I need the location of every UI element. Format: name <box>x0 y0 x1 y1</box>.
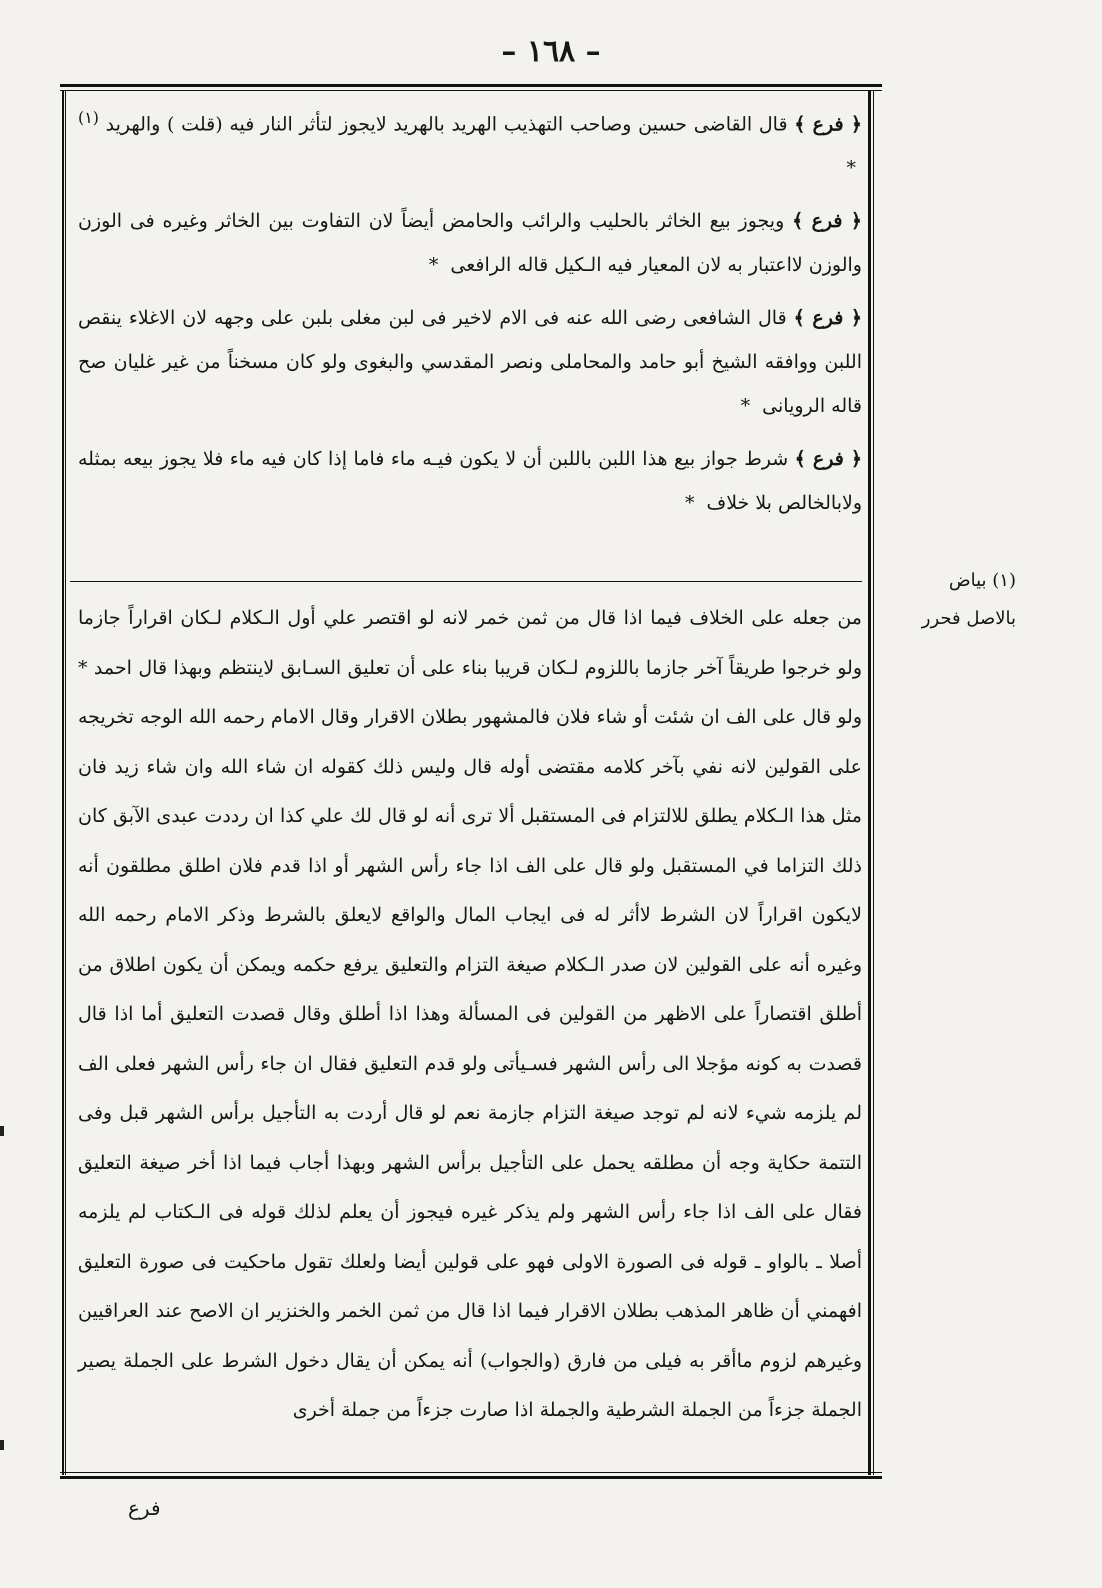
top-rule-thin <box>60 90 882 91</box>
paragraph-far-3 <box>78 296 862 428</box>
section-marker: ﴿ فرع ﴾ <box>794 448 862 471</box>
paragraph-far-2 <box>78 199 862 287</box>
margin-note <box>876 562 1016 638</box>
paragraph-far-1 <box>78 96 862 190</box>
edge-mark <box>0 1126 4 1136</box>
paragraph-text: قال القاضى حسين وصاحب التهذيب الهريد بالهريد لايجوز لتأثر النار فيه (قلت ) والهريد <box>105 113 788 136</box>
upper-text-block <box>78 96 862 574</box>
left-frame-border <box>62 90 66 1475</box>
lower-text-block <box>78 594 862 1460</box>
end-marker: * <box>846 157 856 180</box>
paragraph-far-4 <box>78 437 862 525</box>
bottom-rule <box>60 1476 882 1479</box>
main-paragraph: من جعله على الخلاف فيما اذا قال من ثمن خمر لانه لو اقتصر علي أول الـكلام لـكان اقراراً جازما ولو خرجوا طريقاً آخر جازما باللزوم لـكان قريبا بناء على أن تعليق السـابق لاينتظم وبهذا قال احمد * ولو قال على الف ان شئت أو شاء فلان فالمشهور بطلان الاقرار وقال الامام رحمه الله الوجه تخريجه على القولين لانه نفي بآخر كلامه مقتضى أوله قال وليس ذلك كقوله ان شاء الله وان شاء زيد فان مثل هذا الـكلام يطلق للالتزام فى المستقبل ألا ترى أنه لو قال لك علي كذا ان رددت عبدى الآبق كان ذلك التزاما في المستقبل ولو قال على الف اذا جاء رأس الشهر أو اذا قدم فلان اطلق مطلقون أنه لايكون اقراراً لان الشرط لاأثر له فى ايجاب المال والواقع لايعلق بالشرط وذكر الامام رحمه الله وغيره أنه على القولين لان صدر الـكلام صيغة التزام والتعليق يرفع حكمه ويمكن أن يكون اطلاق من أطلق اقتصاراً على الاظهر من القولين فى المسألة وهذا اذا أطلق وقال قصدت التعليق أما اذا قال قصدت به كونه مؤجلا الى رأس الشهر فسـيأتى ولو قدم التعليق فقال ان جاء رأس الشهر فعلى الف لم يلزمه شيء لانه لم توجد صيغة التزام جازمة نعم لو قال أردت به التأجيل برأس الشهر قبل وفى التتمة حكاية وجه أن مطلقه يحمل على التأجيل برأس الشهر وبهذا أجاب فيما اذا أخر صيغة التعليق فقال على الف اذا جاء رأس الشهر ولم يذكر غيره فيجوز أن يعلم لذلك قوله فى الـكتاب لم يلزمه أصلا ـ بالواو ـ قوله فى الصورة الاولى فهو على قولين أيضا ولعلك تقول ماحكيت فى صورة التعليق افهمني أن ظاهر المذهب بطلان الاقرار فيما اذا قال من ثمن الخمر والخنزير ان الاصح عند العراقيين وغيرهم لزوم ماأقر به فيلى من فارق (والجواب) أنه يمكن أن يقال دخول الشرط على الجملة يصير الجملة جزءاً من الجملة الشرطية والجملة اذا صارت جزءاً من جملة أخرى <box>78 607 862 1421</box>
paragraph-text: قال الشافعى رضى الله عنه فى الام لاخير فى لبن مغلى بلبن على وجهه لان الاغلاء ينقص اللبن ووافقه الشيخ أبو حامد والمحاملى ونصر المقدسي والبغوى ولو كان مسخناً من غير غليان صح قاله الرويانى <box>78 307 862 418</box>
page-number: – ١٦٨ – <box>501 34 601 69</box>
end-marker: * <box>428 254 439 277</box>
section-marker: ﴿ فرع ﴾ <box>792 210 862 233</box>
end-marker: * <box>740 395 751 418</box>
margin-note-line: بالاصل فحرر <box>921 608 1016 629</box>
paragraph-text: ويجوز بيع الخاثر بالحليب والرائب والحامض أيضاً لان التفاوت بين الخاثر وغيره فى الوزن والوزن لااعتبار به لان المعيار فيه الـكيل قاله الرافعى <box>78 210 862 277</box>
section-divider <box>70 581 862 582</box>
catchword: فرع <box>128 1496 161 1520</box>
edge-mark <box>0 1440 4 1450</box>
footnote-reference: (١) <box>78 108 99 127</box>
section-marker: ﴿ فرع ﴾ <box>793 307 862 330</box>
section-marker: ﴿ فرع ﴾ <box>794 113 862 136</box>
right-frame-border <box>868 90 874 1475</box>
bottom-rule-thin <box>60 1472 882 1473</box>
paragraph-text: شرط جواز بيع هذا اللبن باللبن أن لا يكون فيـه ماء فاما إذا كان فيه ماء فلا يجوز بيعه بمثله ولابالخالص بلا خلاف <box>78 448 862 515</box>
margin-note-line: (١) بياض <box>948 570 1016 591</box>
top-rule <box>60 84 882 87</box>
end-marker: * <box>684 492 695 515</box>
